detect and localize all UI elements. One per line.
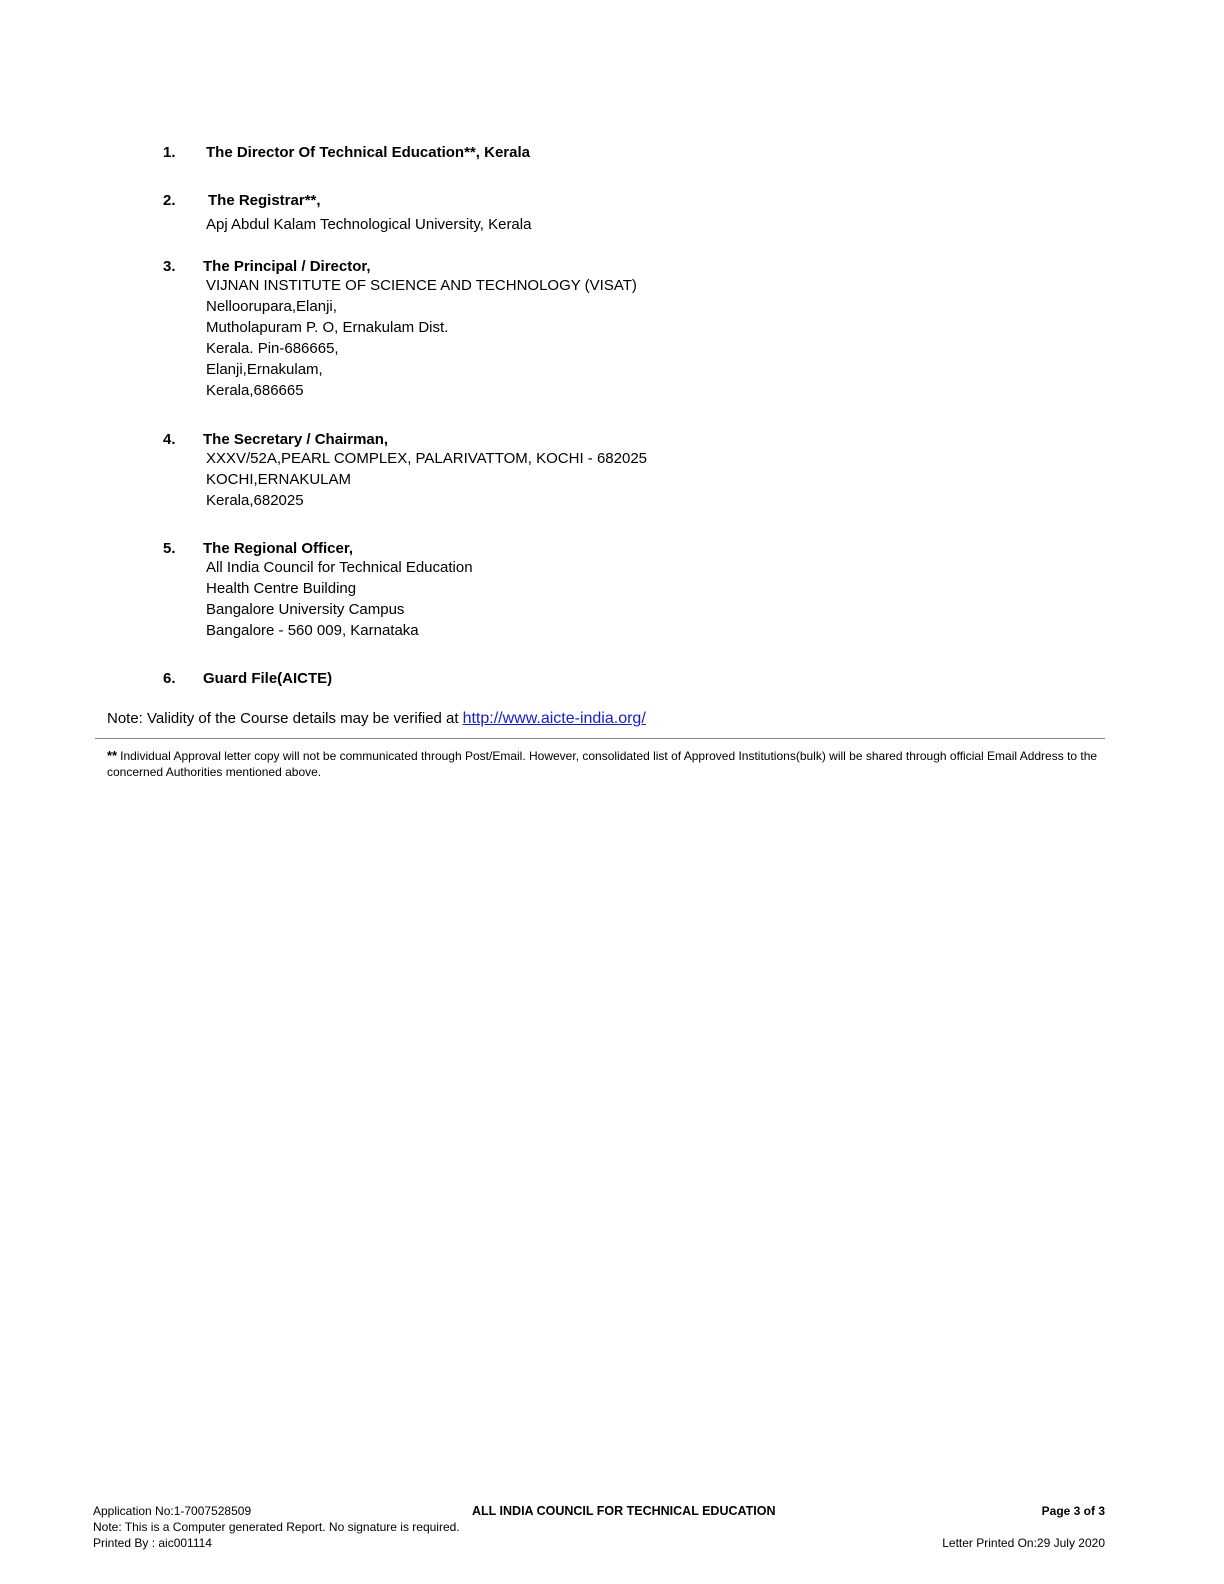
address-line: Nelloorupara,Elanji, (206, 298, 337, 315)
recipient-address (206, 214, 531, 235)
recipient-title: The Principal / Director, (203, 258, 371, 275)
address-line: Mutholapuram P. O, Ernakulam Dist. (206, 319, 449, 336)
address-line: KOCHI,ERNAKULAM (206, 471, 352, 488)
address-line: XXXV/52A,PEARL COMPLEX, PALARIVATTOM, KOCHI - 682025 (206, 450, 647, 467)
address-line: VIJNAN INSTITUTE OF SCIENCE AND TECHNOLOGY (VISAT) (206, 277, 637, 294)
footer-left (93, 1503, 460, 1551)
recipient-title: The Director Of Technical Education**, Kerala (206, 144, 530, 161)
address-line: Apj Abdul Kalam Technological University, Kerala (206, 216, 532, 233)
application-number: Application No:1-7007528509 (93, 1504, 252, 1518)
aicte-website-link[interactable]: http://www.aicte-india.org/ (462, 710, 646, 727)
recipient-number: 6. (163, 670, 176, 687)
computer-generated-note: Note: This is a Computer generated Report. No signature is required. (93, 1520, 460, 1534)
divider (95, 738, 1105, 739)
address-line: Kerala,686665 (206, 382, 304, 399)
organization-name: ALL INDIA COUNCIL FOR TECHNICAL EDUCATION (472, 1504, 776, 1518)
footnote (107, 748, 1107, 780)
recipient-number: 5. (163, 540, 176, 557)
address-line: Elanji,Ernakulam, (206, 361, 323, 378)
validity-note (107, 708, 646, 730)
recipient-title: The Secretary / Chairman, (203, 431, 389, 448)
recipient-address (206, 557, 473, 641)
recipient-title: The Regional Officer, (203, 540, 354, 557)
recipient-number: 1. (163, 144, 176, 161)
recipient-number: 4. (163, 431, 176, 448)
footnote-text: Individual Approval letter copy will not be communicated through Post/Email. However, consolidated list of Approved Institutions(bulk) will be shared through official Email Address to the concerned Authorities mentioned above. (107, 749, 1098, 779)
validity-note-text: Note: Validity of the Course details may be verified at (107, 710, 459, 727)
footnote-marker: ** (107, 748, 118, 763)
address-line: Kerala. Pin-686665, (206, 340, 339, 357)
address-line: Health Centre Building (206, 580, 357, 597)
recipient-address (206, 448, 647, 511)
letter-printed-date: Letter Printed On:29 July 2020 (942, 1536, 1105, 1550)
recipient-number: 2. (163, 192, 176, 209)
printed-by: Printed By : aic001114 (93, 1536, 212, 1550)
recipient-title: The Registrar**, (208, 192, 321, 209)
address-line: All India Council for Technical Education (206, 559, 473, 576)
recipient-number: 3. (163, 258, 176, 275)
address-line: Kerala,682025 (206, 492, 304, 509)
recipient-title: Guard File(AICTE) (203, 670, 333, 687)
address-line: Bangalore University Campus (206, 601, 405, 618)
recipient-address (206, 275, 637, 401)
address-line: Bangalore - 560 009, Karnataka (206, 622, 419, 639)
page-number: Page 3 of 3 (1041, 1504, 1105, 1518)
